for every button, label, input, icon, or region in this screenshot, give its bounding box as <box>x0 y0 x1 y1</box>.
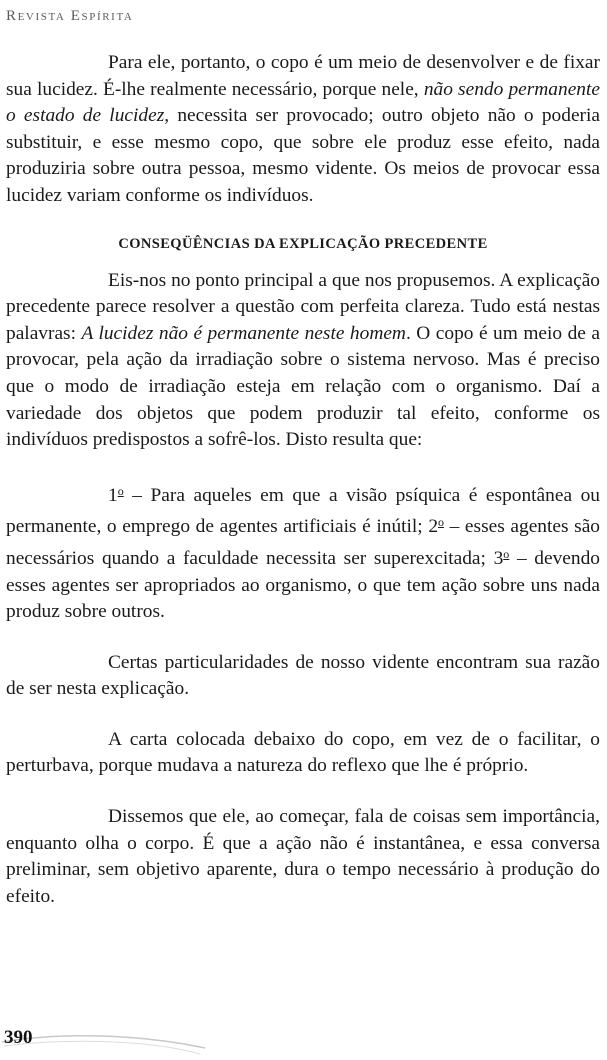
ordinal-mark: o <box>503 546 510 561</box>
section-heading: CONSEQÜÊNCIAS DA EXPLICAÇÃO PRECEDENTE <box>118 235 488 252</box>
running-header: Revista Espírita <box>6 8 134 24</box>
italic-phrase: A lucidez não é permanente neste homem <box>81 322 406 344</box>
paragraph-5: A carta colocada debaixo do copo, em vez de o facilitar, o perturbava, porque mudava a natureza do reflexo que lhe é próprio. <box>6 728 600 777</box>
paragraph-2: Eis-nos no ponto principal a que nos propusemos. A explicação precedente parece resolver a questão com perfeita clareza. Tudo está nestas palavras: A lucidez não é permanente neste homem. O copo é um meio de a provocar, pela ação da irradiação sobre o sistema nervoso. Mas é preciso que o modo de irradiação esteja em relação com o organismo. Daí a variedade dos objetos que podem produzir tal efeito, conforme os indivíduos predispostos a sofrê-los. Disto resulta que: <box>6 269 600 451</box>
italic-phrase: não sendo permanente o estado de lucidez <box>6 78 600 127</box>
page-number: 390 <box>4 1027 33 1048</box>
paragraph-3: 1$^o$ – Para aqueles em que a visão psíquica é espontânea ou permanente, o emprego de agentes artificiais é inútil; 2$^o$ – esses agentes são necessários quando a faculdade necessita ser superexcitada; 3$^o$ – devendo esses agentes ser apropriados ao organismo, o que tem ação sobre uns nada produz sobre outros. <box>6 483 600 623</box>
paragraph-4: Certas particularidades de nosso vidente encontram sua razão de ser nesta explicação. <box>6 651 600 700</box>
paragraph-1: Para ele, portanto, o copo é um meio de desenvolver e de fixar sua lucidez. É-lhe realmente necessário, porque nele, não sendo permanente o estado de lucidez, necessita ser provocado; outro objeto não o poderia substituir, e esse mesmo copo, que sobre ele produz esse efeito, nada produziria sobre outra pessoa, mesmo vidente. Os meios de provocar essa lucidez variam conforme os indivíduos. <box>6 52 600 206</box>
paragraph-6: Dissemos que ele, ao começar, fala de coisas sem importância, enquanto olha o corpo. É que a ação não é instantânea, e essa conversa preliminar, sem objetivo aparente, dura o tempo necessário à produção do efeito. <box>6 806 600 907</box>
ordinal-mark: o <box>438 515 445 530</box>
ordinal-mark: o <box>117 483 124 498</box>
page-body <box>6 50 600 910</box>
